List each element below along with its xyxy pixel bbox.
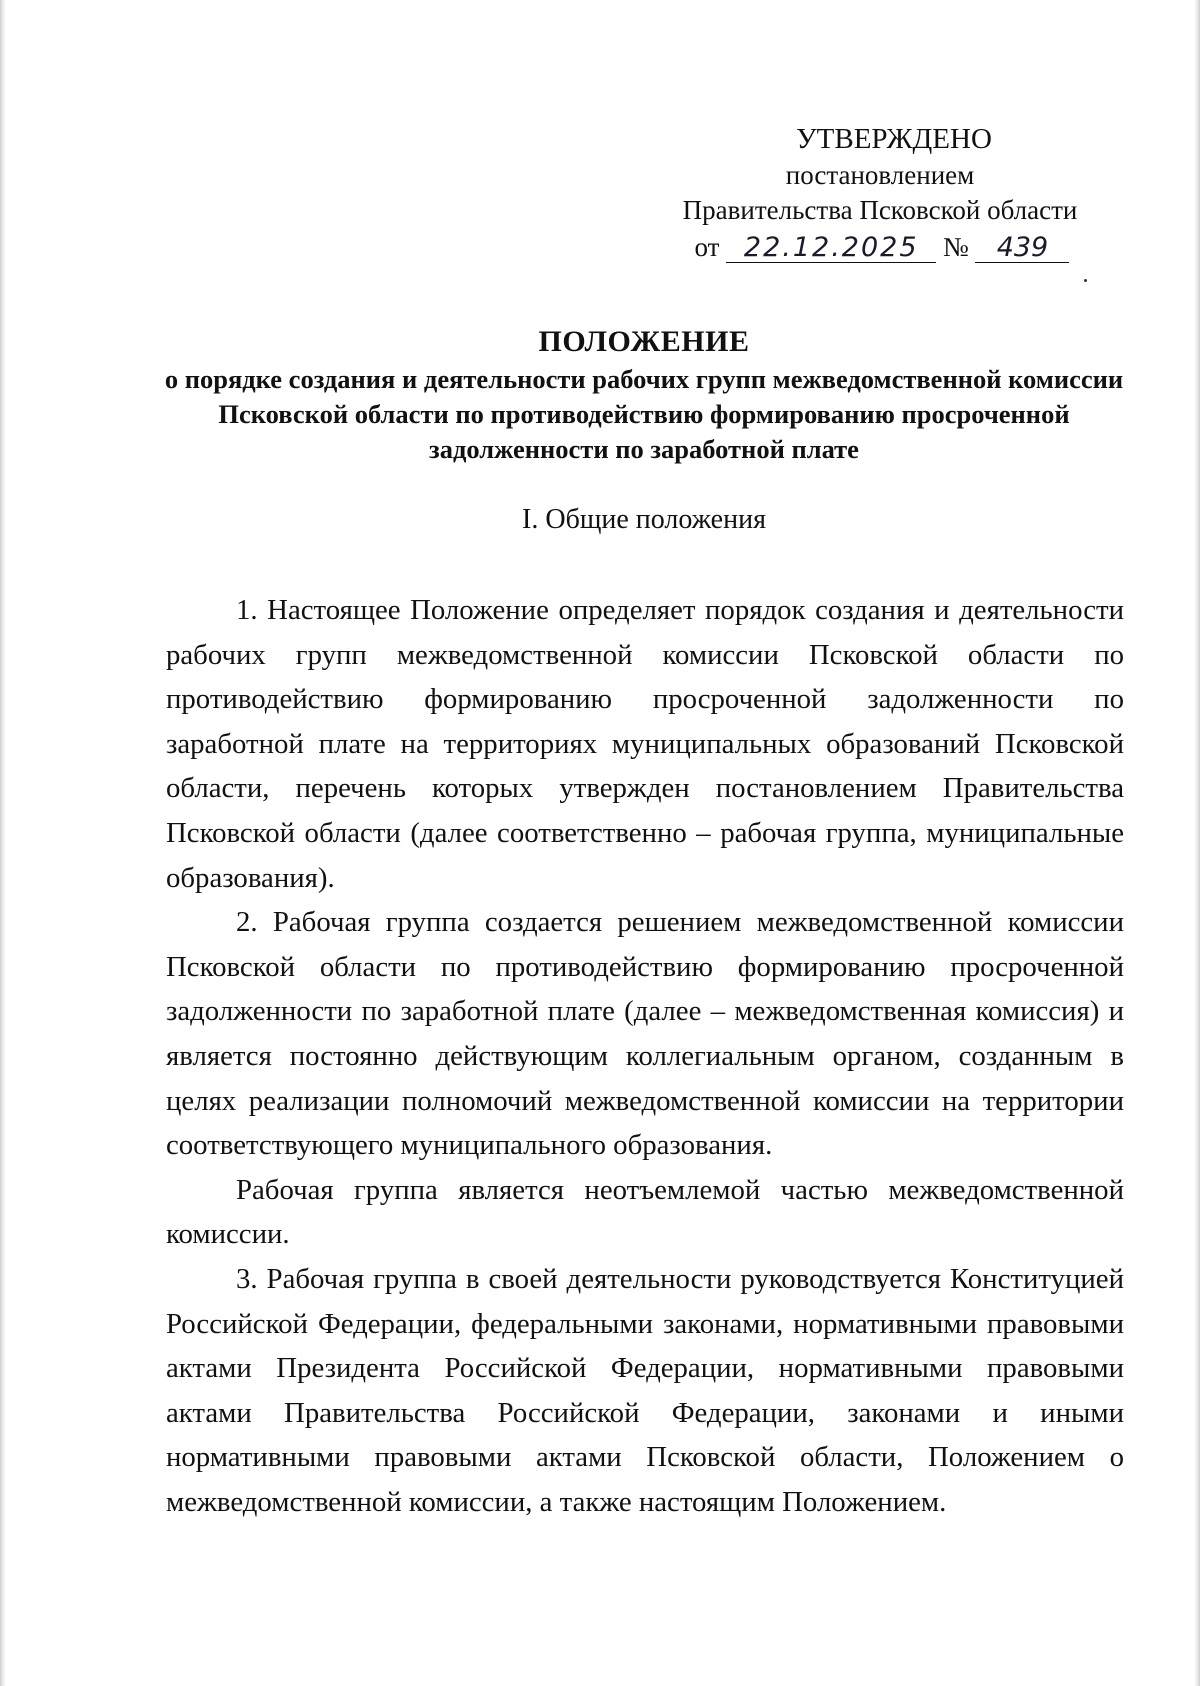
paragraph-3: 3. Рабочая группа в своей деятельности руководствуется Конституцией Российской Федерации, федеральными законами, нормативными правовыми актами Президента Российской Федерации, нормативными правовыми актами Правительства Российской Федерации, законами и иными нормативными правовыми актами Псковской области, Положением о межведомственной комиссии, а также настоящим Положением. bbox=[166, 1262, 1124, 1518]
approval-line-government: Правительства Псковской области bbox=[682, 195, 1078, 225]
handwritten-number: 439 bbox=[975, 234, 1069, 263]
paragraph-2-continuation: Рабочая группа является неотъемлемой частью межведомственной комиссии. bbox=[166, 1173, 1124, 1251]
paragraph-1: 1. Настоящее Положение определяет порядок создания и деятельности рабочих групп межведомственной комиссии Псковской области по противодействию формированию просроченной задолженности по заработной плате на территориях муниципальных образований Псковской области, перечень которых утвержден постановлением Правительства Псковской области (далее соответственно – рабочая группа, муниципальные образования). bbox=[166, 594, 1124, 894]
date-prefix: от bbox=[694, 232, 720, 262]
number-sign: № bbox=[942, 232, 969, 262]
approval-date-row bbox=[640, 228, 1120, 266]
title-block bbox=[150, 322, 1138, 467]
scan-edge-left bbox=[0, 0, 6, 1686]
document-body bbox=[166, 588, 1124, 1524]
document-subtitle: о порядке создания и деятельности рабочих групп межведомственной комиссии Псковской области по противодействию формированию просроченной задолженности по заработной плате bbox=[164, 364, 1124, 464]
approval-line-resolution: постановлением bbox=[785, 160, 975, 190]
handwritten-date: 22.12.2025 bbox=[726, 234, 936, 263]
section-heading: I. Общие положения bbox=[522, 504, 766, 535]
approved-label: УТВЕРЖДЕНО bbox=[796, 123, 992, 155]
scan-speck bbox=[1084, 279, 1087, 282]
document-title: ПОЛОЖЕНИЕ bbox=[538, 325, 750, 358]
scan-edge-right bbox=[1194, 0, 1200, 1686]
paragraph-2: 2. Рабочая группа создается решением межведомственной комиссии Псковской области по противодействию формированию просроченной задолженности по заработной плате (далее – межведомственная комиссия) и является постоянно действующим коллегиальным органом, созданным в целях реализации полномочий межведомственной комиссии на территории соответствующего муниципального образования. bbox=[166, 906, 1124, 1162]
approval-stamp-block bbox=[640, 120, 1120, 266]
